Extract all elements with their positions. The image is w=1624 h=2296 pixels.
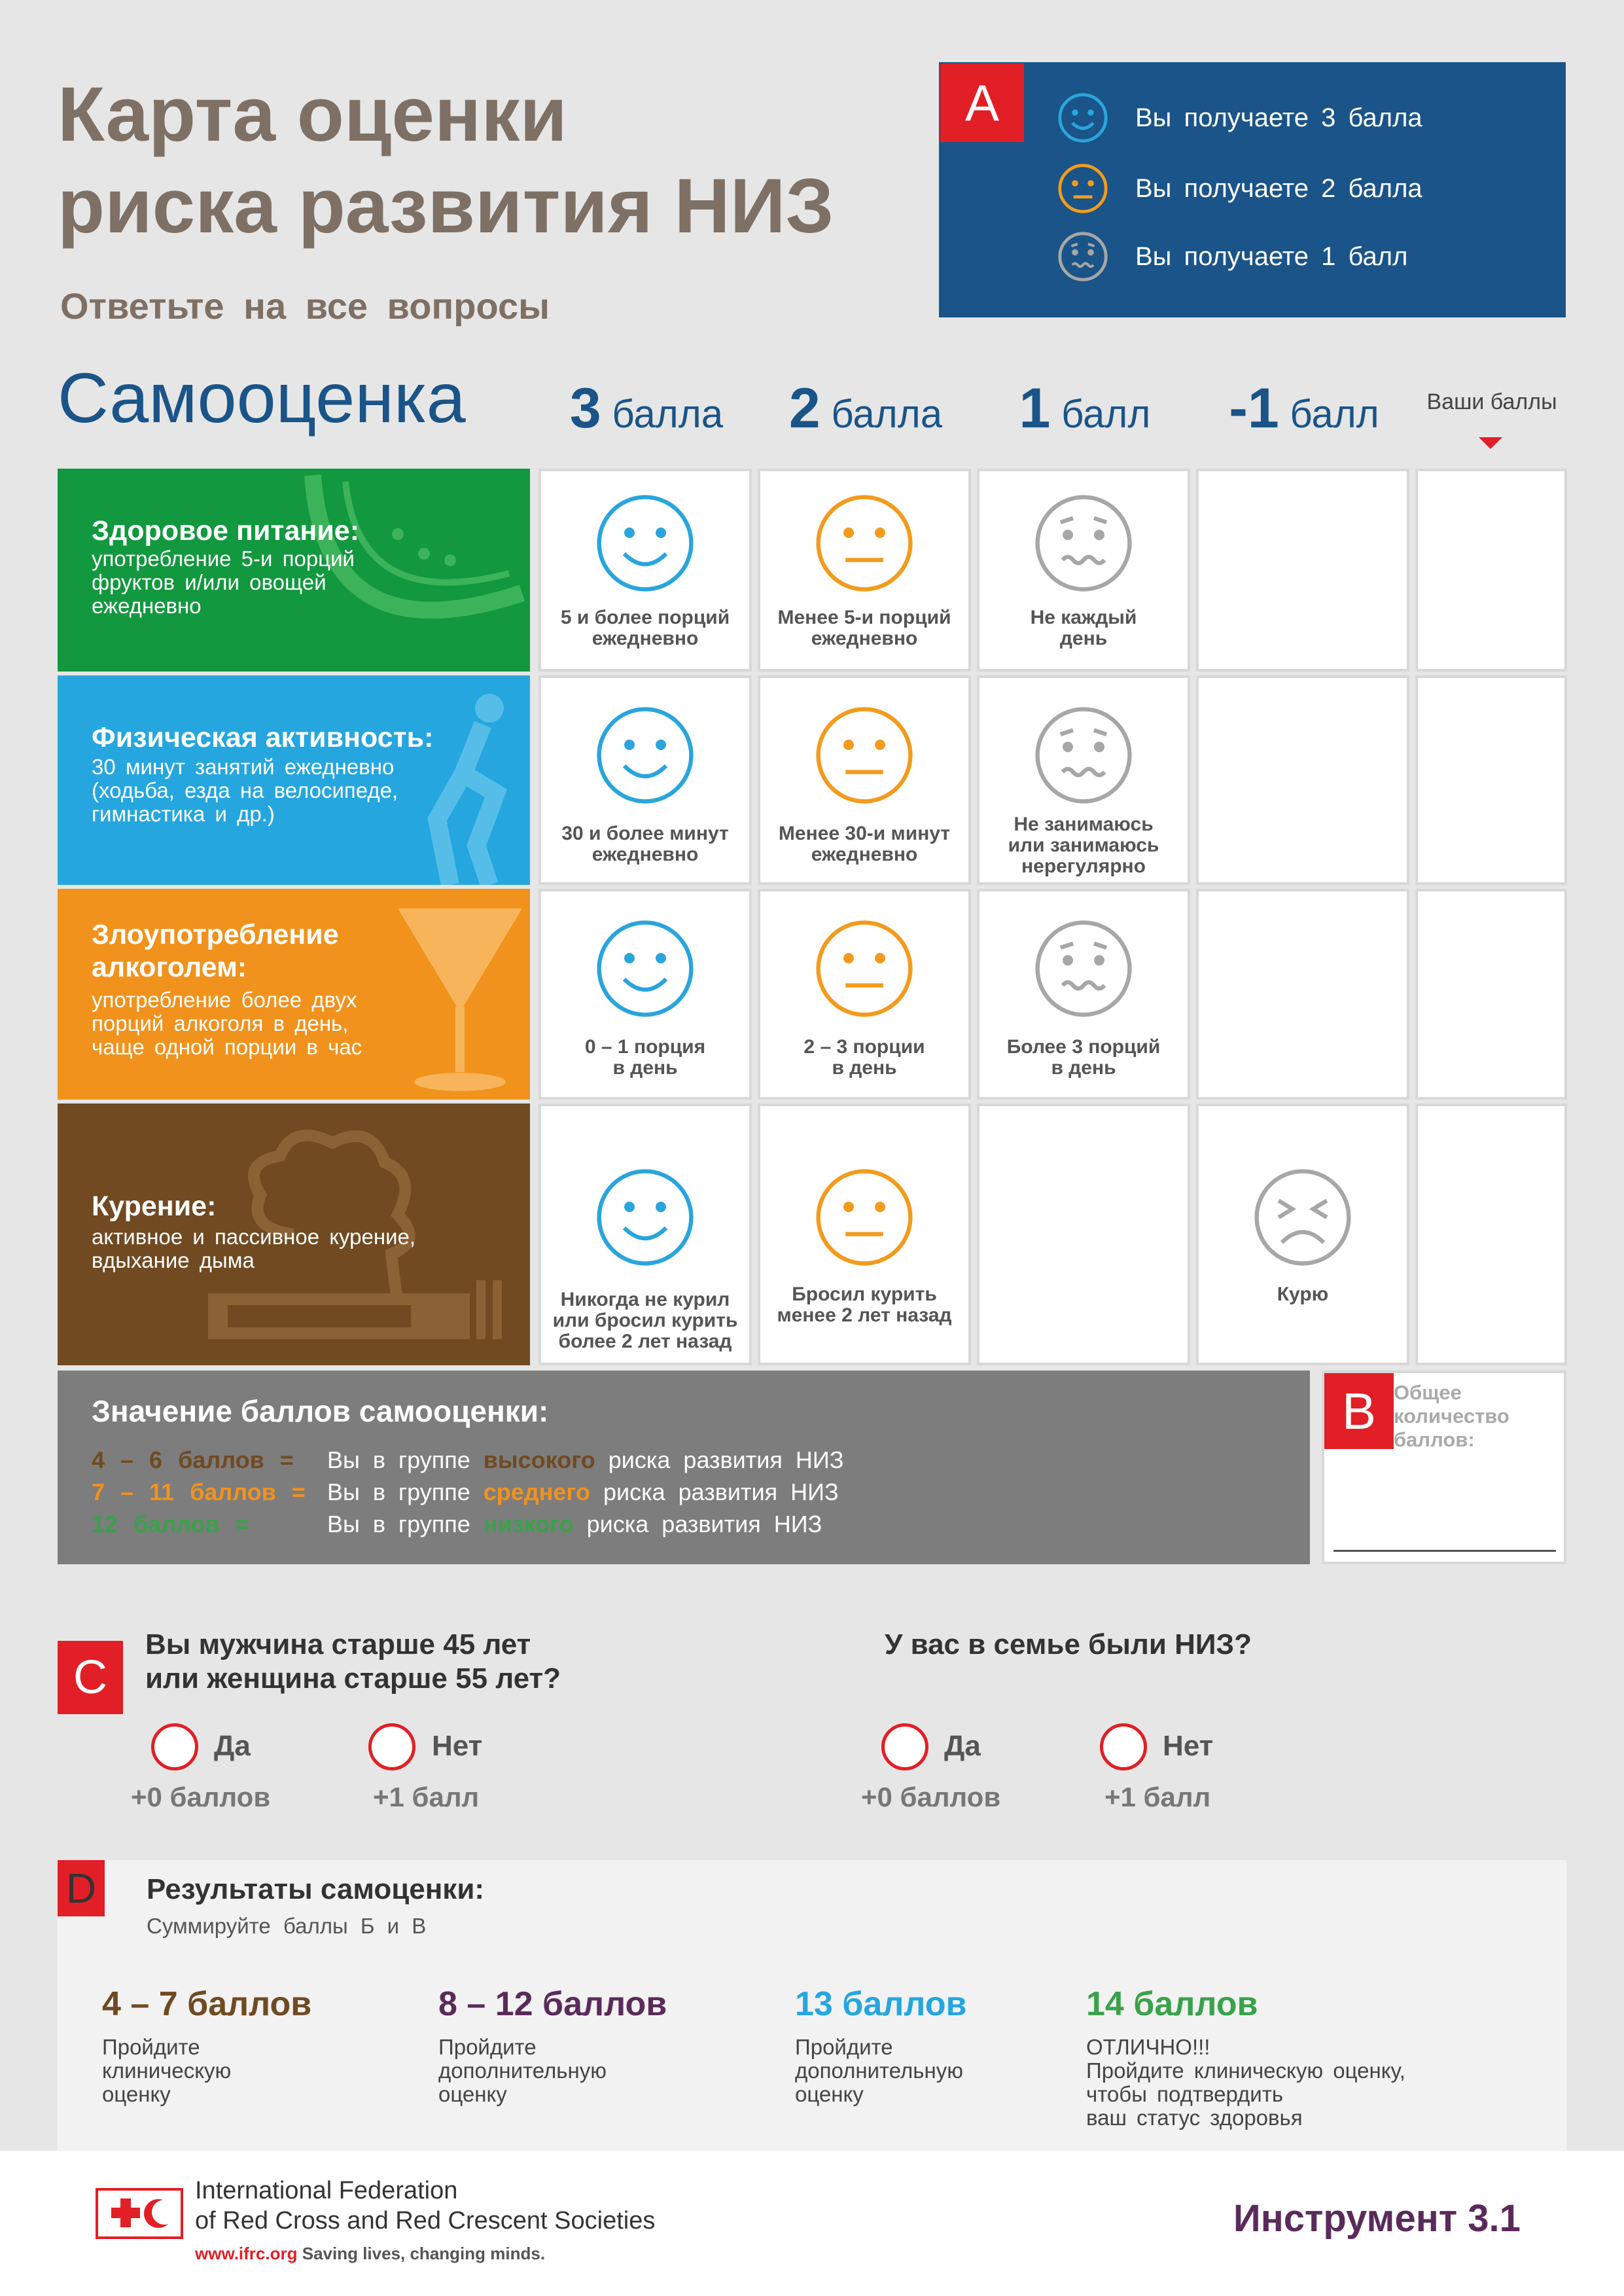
category-desc: употребление более двух порций алкоголя в день, чаще одной порции в час — [92, 988, 362, 1059]
cell-alcohol-2[interactable] — [758, 889, 971, 1100]
cell-label: Более 3 порций в день — [1006, 1036, 1161, 1079]
legend-text: Вы получаете 2 балла — [1135, 173, 1422, 203]
result-14: 14 баллов ОТЛИЧНО!!! Пройдите клиническую оценку, чтобы подтвердить ваш статус здоровья — [1086, 1985, 1405, 2130]
category-heading: Физическая активность: — [92, 722, 434, 753]
family-no-points: +1 балл — [1104, 1782, 1211, 1812]
category-physical-activity — [58, 675, 530, 885]
results-subheading: Суммируйте баллы Б и В — [147, 1914, 427, 1938]
total-score-box[interactable] — [1322, 1371, 1566, 1564]
result-13: 13 баллов Пройдите дополнительную оценку — [795, 1985, 967, 2106]
legend-text: Вы получаете 1 балл — [1135, 242, 1408, 271]
cell-activity-minus-1[interactable] — [1196, 675, 1409, 885]
cell-smoking-minus-1[interactable] — [1196, 1103, 1409, 1365]
cell-label: 30 и более минут ежедневно — [561, 823, 729, 865]
question-family: У вас в семье были НИЗ? — [885, 1628, 1252, 1660]
page-title — [58, 69, 834, 252]
total-score-label: Общее количество баллов: — [1394, 1381, 1509, 1451]
cell-eating-2[interactable] — [758, 469, 971, 672]
legend-row-1-point — [1057, 227, 1407, 286]
category-desc: 30 минут занятий ежедневно (ходьба, езда на велосипеде, гимнастика и др.) — [92, 755, 398, 826]
cell-alcohol-3[interactable] — [538, 889, 752, 1100]
cell-activity-3[interactable] — [538, 675, 752, 885]
happy-face-icon — [593, 916, 697, 1021]
cell-label: 0 – 1 порция в день — [584, 1036, 706, 1079]
cell-label: Менее 5-и порций ежедневно — [777, 607, 951, 649]
cocktail-glass-icon — [391, 902, 529, 1098]
neutral-face-icon — [812, 916, 917, 1021]
your-points-eating[interactable] — [1415, 469, 1567, 672]
worried-face-icon — [1031, 491, 1136, 596]
family-yes-radio[interactable] — [881, 1723, 928, 1770]
down-arrow-icon — [1479, 437, 1502, 449]
worried-face-icon — [1057, 230, 1109, 283]
worried-face-icon — [1031, 916, 1136, 1021]
legend-row-3-points — [1057, 88, 1422, 147]
age-yes-radio[interactable] — [151, 1723, 198, 1770]
column-header-1: 1 балл — [1019, 377, 1151, 440]
page-subtitle: Ответьте на все вопросы — [60, 285, 550, 327]
your-points-activity[interactable] — [1415, 675, 1567, 885]
worried-face-icon — [1031, 703, 1136, 808]
legend-box — [939, 62, 1566, 317]
column-header-2: 2 балла — [788, 377, 943, 440]
title-line-2: риска развития НИЗ — [58, 163, 834, 249]
score-meaning-row: 7 – 11 баллов = Вы в группе среднего риска развития НИЗ — [92, 1479, 839, 1505]
legend-text: Вы получаете 3 балла — [1135, 103, 1422, 132]
family-no-radio[interactable] — [1100, 1723, 1147, 1770]
cell-label: 5 и более порций ежедневно — [560, 607, 730, 649]
age-no-points: +1 балл — [373, 1782, 480, 1812]
age-yes-points: +0 баллов — [131, 1782, 271, 1812]
score-meaning-row: 4 – 6 баллов = Вы в группе высокого риска развития НИЗ — [92, 1446, 844, 1473]
cell-label: Никогда не курил или бросил курить более 2 лет назад — [552, 1289, 738, 1352]
results-heading: Результаты самоценки: — [147, 1873, 485, 1905]
section-letter-d: D — [58, 1860, 105, 1916]
neutral-face-icon — [812, 1165, 917, 1270]
category-heading: Злоупотребление алкоголем: — [92, 919, 339, 983]
family-no-label: Нет — [1163, 1730, 1214, 1762]
neutral-face-icon — [812, 703, 917, 808]
cell-activity-2[interactable] — [758, 675, 971, 885]
organization-name: International Federation of Red Cross and Red Crescent Societies — [195, 2177, 656, 2234]
happy-face-icon — [593, 1165, 697, 1270]
cell-label: Бросил курить менее 2 лет назад — [777, 1283, 952, 1326]
cell-label: Не занимаюсь или занимаюсь нерегулярно — [1008, 814, 1159, 877]
section-letter-b: B — [1324, 1373, 1394, 1449]
category-smoking — [58, 1103, 530, 1365]
legend-row-2-points — [1057, 159, 1422, 218]
cell-eating-3[interactable] — [538, 469, 752, 672]
cell-activity-1[interactable] — [977, 675, 1190, 885]
tool-number: Инструмент 3.1 — [1233, 2197, 1521, 2240]
score-meaning-heading: Значение баллов самооценки: — [92, 1394, 549, 1428]
cell-smoking-1[interactable] — [977, 1103, 1190, 1365]
exercise-icon — [424, 689, 529, 885]
question-age: Вы мужчина старше 45 лет или женщина старше 55 лет? — [145, 1628, 561, 1695]
age-yes-label: Да — [214, 1730, 251, 1762]
cell-alcohol-minus-1[interactable] — [1196, 889, 1409, 1100]
cell-label: 2 – 3 порции в день — [803, 1036, 925, 1079]
category-heading: Здоровое питание: — [92, 515, 360, 547]
cell-eating-minus-1[interactable] — [1196, 469, 1409, 672]
result-8-12: 8 – 12 баллов Пройдите дополнительную оценку — [438, 1985, 667, 2106]
sad-face-icon — [1250, 1165, 1355, 1270]
title-line-1: Карта оценки — [58, 71, 567, 158]
cell-label: Менее 30-и минут ежедневно — [778, 823, 951, 865]
your-points-header: Ваши баллы — [1426, 389, 1557, 414]
age-no-radio[interactable] — [368, 1723, 415, 1770]
footer — [0, 2151, 1624, 2296]
happy-face-icon — [1057, 92, 1109, 144]
cell-eating-1[interactable] — [977, 469, 1190, 672]
total-score-line — [1333, 1550, 1556, 1552]
category-healthy-eating — [58, 469, 530, 672]
ifrc-logo-icon — [96, 2188, 183, 2239]
score-meaning-box — [58, 1371, 1310, 1564]
score-meaning-row: 12 баллов = Вы в группе низкого риска развития НИЗ — [92, 1511, 822, 1537]
your-points-smoking[interactable] — [1415, 1103, 1567, 1365]
section-letter-a: A — [940, 63, 1024, 142]
section-letter-c: C — [58, 1641, 123, 1714]
age-no-label: Нет — [432, 1730, 483, 1762]
neutral-face-icon — [812, 491, 917, 596]
family-yes-points: +0 баллов — [861, 1782, 1001, 1812]
happy-face-icon — [593, 703, 697, 808]
category-desc: активное и пассивное курение, вдыхание дыма — [92, 1225, 416, 1272]
result-4-7: 4 – 7 баллов Пройдите клиническую оценку — [102, 1985, 312, 2106]
happy-face-icon — [593, 491, 697, 596]
category-desc: употребление 5-и порций фруктов и/или овощей ежедневно — [92, 547, 355, 618]
self-assessment-title: Самооценка — [58, 358, 466, 437]
results-box — [58, 1860, 1566, 2151]
family-yes-label: Да — [944, 1730, 981, 1762]
column-header-3: 3 балла — [569, 377, 724, 440]
cell-smoking-2[interactable] — [758, 1103, 971, 1365]
neutral-face-icon — [1057, 162, 1109, 215]
cell-smoking-3[interactable] — [538, 1103, 752, 1365]
cell-label: Не каждый день — [1030, 607, 1137, 649]
category-heading: Курение: — [92, 1191, 217, 1222]
organization-url: www.ifrc.org Saving lives, changing minds. — [195, 2244, 546, 2263]
your-points-alcohol[interactable] — [1415, 889, 1567, 1100]
cell-label: Курю — [1277, 1283, 1329, 1305]
column-header-minus-1: -1 балл — [1229, 377, 1379, 440]
category-alcohol — [58, 889, 530, 1100]
cell-alcohol-1[interactable] — [977, 889, 1190, 1100]
